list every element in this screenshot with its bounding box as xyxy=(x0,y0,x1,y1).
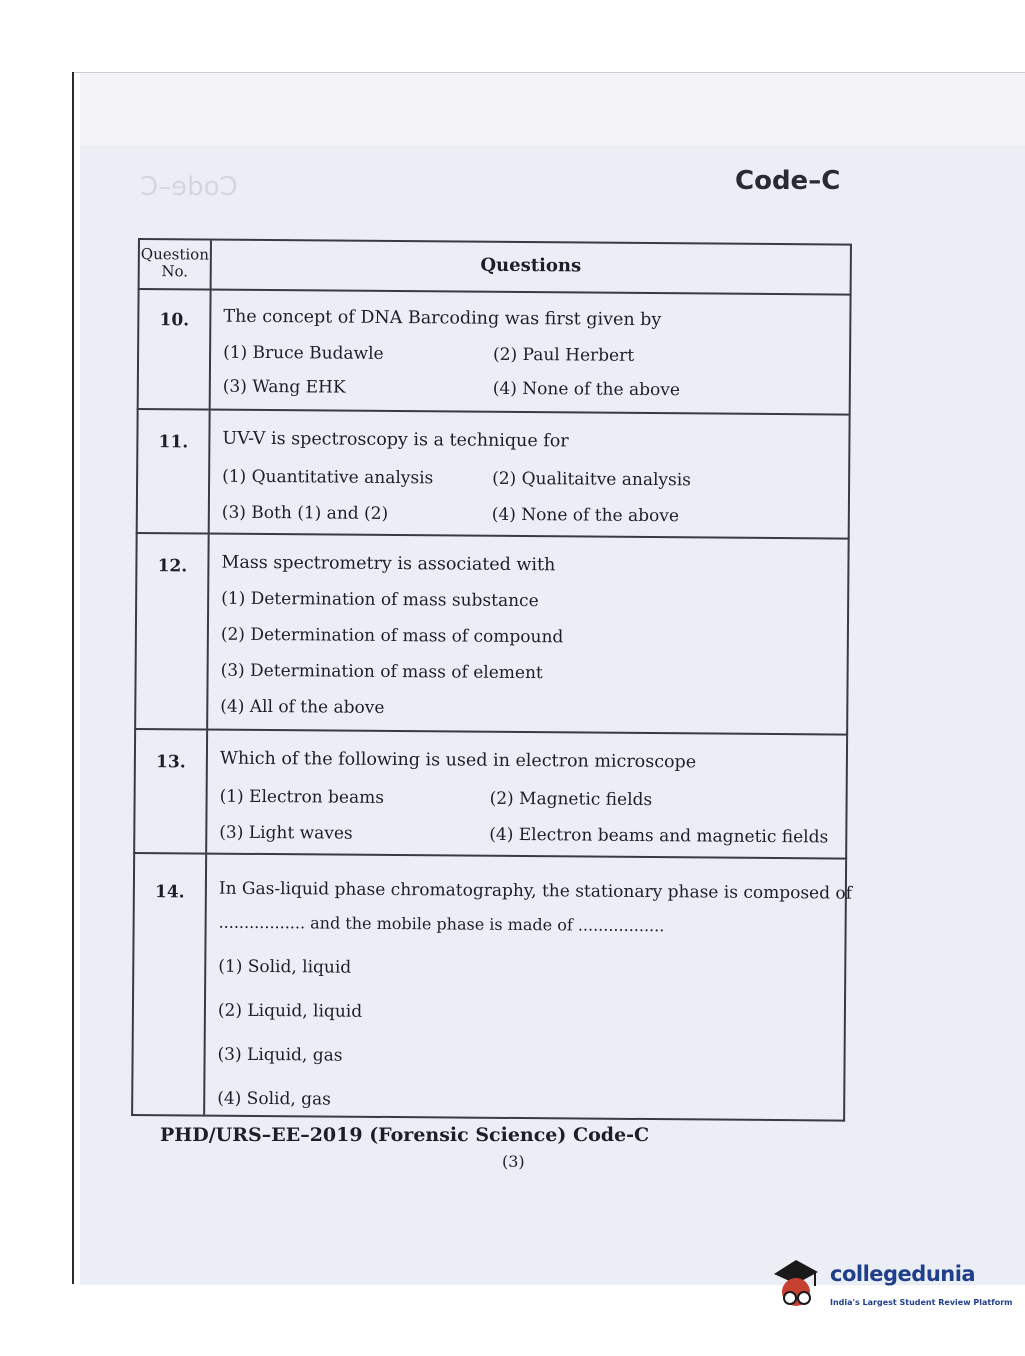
option-3: (3) Determination of mass of element xyxy=(220,660,543,684)
question-number: 12. xyxy=(136,534,210,729)
question-row xyxy=(133,730,848,860)
bleed-through-text: Code–C xyxy=(140,172,238,202)
option-4: (4) Electron beams and magnetic fields xyxy=(489,824,829,848)
option-2: (2) Determination of mass of compound xyxy=(220,624,564,648)
scan-border-left xyxy=(72,72,74,1284)
question-number: 11. xyxy=(138,410,211,533)
question-row xyxy=(136,410,851,540)
option-2: (2) Magnetic fields xyxy=(489,788,653,811)
question-number: 13. xyxy=(135,730,208,853)
question-number: 10. xyxy=(139,288,212,409)
page-number: (3) xyxy=(502,1152,525,1171)
option-4: (4) All of the above xyxy=(220,696,385,718)
question-text: Mass spectrometry is associated with xyxy=(221,552,556,576)
question-row xyxy=(134,534,850,736)
question-no-header: Question No. xyxy=(140,240,212,289)
option-3: (3) Both (1) and (2) xyxy=(221,502,389,524)
question-text: UV-V is spectroscopy is a technique for xyxy=(222,428,569,452)
question-number: 14. xyxy=(133,854,207,1115)
question-table xyxy=(131,238,854,1122)
question-text: In Gas-liquid phase chromatography, the stationary phase is composed of xyxy=(218,878,853,904)
option-3: (3) Wang EHK xyxy=(222,376,346,398)
question-text: The concept of DNA Barcoding was first given by xyxy=(223,306,662,331)
option-4: (4) None of the above xyxy=(492,378,681,401)
option-3: (3) Liquid, gas xyxy=(217,1044,343,1066)
paper-top-margin xyxy=(80,73,1025,145)
question-row xyxy=(137,288,852,416)
table-header xyxy=(138,238,852,296)
question-row xyxy=(131,854,853,1122)
option-1: (1) Bruce Budawle xyxy=(223,342,384,364)
option-1: (1) Electron beams xyxy=(219,786,385,808)
paper-footer-title: PHD/URS–EE–2019 (Forensic Science) Code-C xyxy=(160,1124,650,1146)
option-4: (4) Solid, gas xyxy=(217,1088,331,1110)
logo-tagline: India's Largest Student Review Platform xyxy=(830,1298,1013,1307)
option-2: (2) Paul Herbert xyxy=(493,344,635,366)
option-4: (4) None of the above xyxy=(491,504,680,527)
option-1: (1) Determination of mass substance xyxy=(221,588,539,612)
option-1: (1) Quantitative analysis xyxy=(222,466,434,489)
question-text: Which of the following is used in electron microscope xyxy=(219,748,697,773)
questions-header: Questions xyxy=(480,254,582,277)
paper-code: Code–C xyxy=(735,166,841,196)
option-3: (3) Light waves xyxy=(219,822,353,844)
option-2: (2) Liquid, liquid xyxy=(217,1000,363,1022)
option-2: (2) Qualitaitve analysis xyxy=(492,468,692,491)
logo-name: collegedunia xyxy=(830,1262,976,1286)
question-text-continued: ................. and the mobile phase is made of ................. xyxy=(218,912,665,936)
option-1: (1) Solid, liquid xyxy=(218,956,352,978)
